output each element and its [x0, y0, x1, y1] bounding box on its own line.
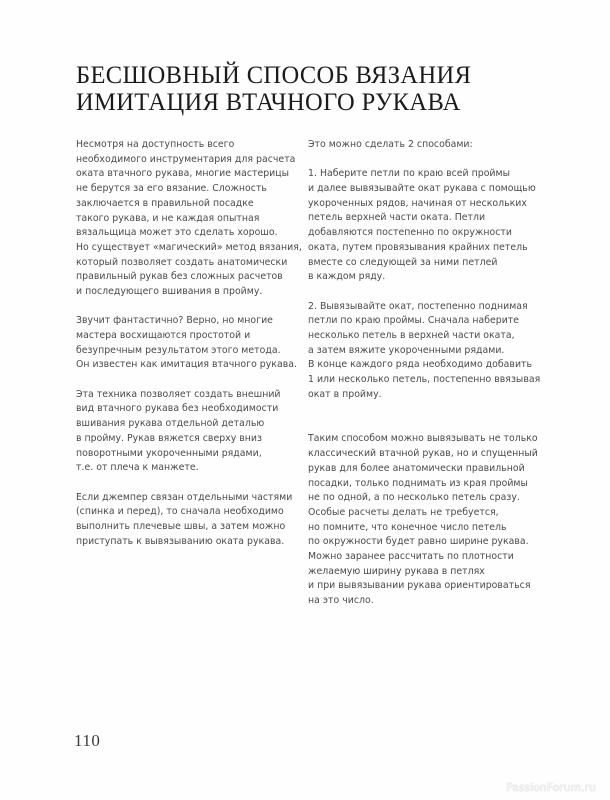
- text-line: на это число.: [308, 595, 374, 607]
- text-line: и при вывязывании рукава ориентироваться: [308, 580, 531, 592]
- page-title: [76, 62, 546, 114]
- text-line: Несмотря на доступность всего: [76, 139, 235, 150]
- text-line: посадки, только поднимать из края проймы: [308, 477, 528, 489]
- article-body: [76, 138, 541, 609]
- paragraph: [308, 432, 538, 608]
- text-line: но помните, что конечное число петель: [308, 521, 507, 533]
- paragraph: [76, 491, 293, 550]
- page-title-line-1: БЕСШОВНЫЙ СПОСОБ ВЯЗАНИЯ: [76, 60, 472, 89]
- text-line: такого рукава, и не каждая опытная: [76, 212, 260, 224]
- text-line: вязальщица может это сделать хорошо.: [76, 227, 278, 239]
- text-line: в каждом ряду.: [308, 271, 386, 283]
- text-line: правильный рукав без сложных расчетов: [76, 271, 283, 283]
- paragraph: [76, 388, 290, 476]
- text-line: не берутся за его вязание. Сложность: [76, 183, 267, 195]
- text-line: В конце каждого ряда необходимо добавить: [308, 359, 533, 371]
- text-line: приступать к вывязыванию оката рукава.: [76, 535, 285, 547]
- text-line: 1. Наберите петли по краю всей проймы: [308, 168, 510, 180]
- paragraph: [76, 138, 302, 300]
- text-line: а затем вяжите укороченными рядами.: [308, 344, 505, 356]
- text-line: Но существует «магический» метод вязания,: [76, 241, 302, 253]
- text-line: желаемую ширину рукава в петлях: [308, 565, 485, 577]
- text-line: заключается в правильной посадке: [76, 197, 254, 209]
- text-line: который позволяет создать анатомически: [76, 256, 288, 268]
- paragraph: [308, 300, 541, 403]
- text-line: не по одной, а по несколько петель сразу.: [308, 492, 520, 504]
- text-line: оката, путем провязывания крайних петель: [308, 241, 528, 253]
- paragraph: [308, 167, 538, 285]
- text-line: петли по краю проймы. Сначала наберите: [308, 315, 520, 327]
- text-line: Эта техника позволяет создать внешний: [76, 388, 281, 400]
- text-line: поворотными укороченными рядами,: [76, 447, 262, 459]
- text-line: Таким способом можно вывязывать не только: [308, 433, 538, 445]
- paragraph: [76, 314, 297, 373]
- left-column: [76, 138, 308, 609]
- text-line: укороченных рядов, начиная от нескольких: [308, 197, 527, 209]
- text-line: в пройму. Рукав вяжется сверху вниз: [76, 432, 263, 444]
- text-line: и последующего вшивания в пройму.: [76, 286, 263, 298]
- text-line: необходимого инструментария для расчета: [76, 153, 296, 165]
- text-line: добавляются постепенно по окружности: [308, 227, 512, 239]
- text-line: рукав для более анатомически правильной: [308, 462, 525, 474]
- text-line: 2. Вывязывайте окат, постепенно поднимая: [308, 300, 528, 312]
- text-line: (спинка и перед), то сначала необходимо: [76, 506, 284, 518]
- text-line: оката втачного рукава, многие мастерицы: [76, 168, 290, 180]
- text-line: 1 или несколько петель, постепенно ввязывая: [308, 374, 541, 386]
- text-line: Звучит фантастично? Верно, но многие: [76, 315, 273, 327]
- text-line: окат в пройму.: [308, 388, 382, 400]
- text-line: вшивания рукава отдельной деталью: [76, 418, 265, 430]
- text-line: вид втачного рукава без необходимости: [76, 403, 279, 415]
- site-watermark: PassionForum.ru: [506, 782, 596, 794]
- text-line: Он известен как имитация втачного рукава.: [76, 359, 297, 371]
- page-title-line-2: ИМИТАЦИЯ ВТАЧНОГО РУКАВА: [76, 87, 461, 116]
- page-number: 110: [74, 731, 101, 750]
- text-line: Можно заранее рассчитать по плотности: [308, 551, 514, 563]
- text-line: т.е. от плеча к манжете.: [76, 462, 199, 474]
- text-line: выполнить плечевые швы, а затем можно: [76, 520, 286, 532]
- text-line: классический втачной рукав, но и спущенный: [308, 448, 538, 460]
- text-line: мастера восхищаются простотой и: [76, 330, 251, 342]
- text-line: безупречным результатом этого метода.: [76, 344, 281, 356]
- text-line: и далее вывязывайте окат рукава с помощью: [308, 183, 536, 194]
- text-line: Особые расчеты делать не требуется,: [308, 506, 499, 518]
- paragraph: [308, 138, 538, 153]
- text-line: по окружности будет равно ширине рукава.: [308, 536, 529, 548]
- right-column: [308, 138, 541, 609]
- text-line: Это можно сделать 2 способами:: [308, 139, 473, 150]
- text-line: вместе со следующей за ними петлей: [308, 256, 498, 268]
- text-line: Если джемпер связан отдельными частями: [76, 491, 293, 503]
- text-line: петель верхней части оката. Петли: [308, 212, 486, 224]
- text-line: несколько петель в верхней части оката,: [308, 329, 515, 341]
